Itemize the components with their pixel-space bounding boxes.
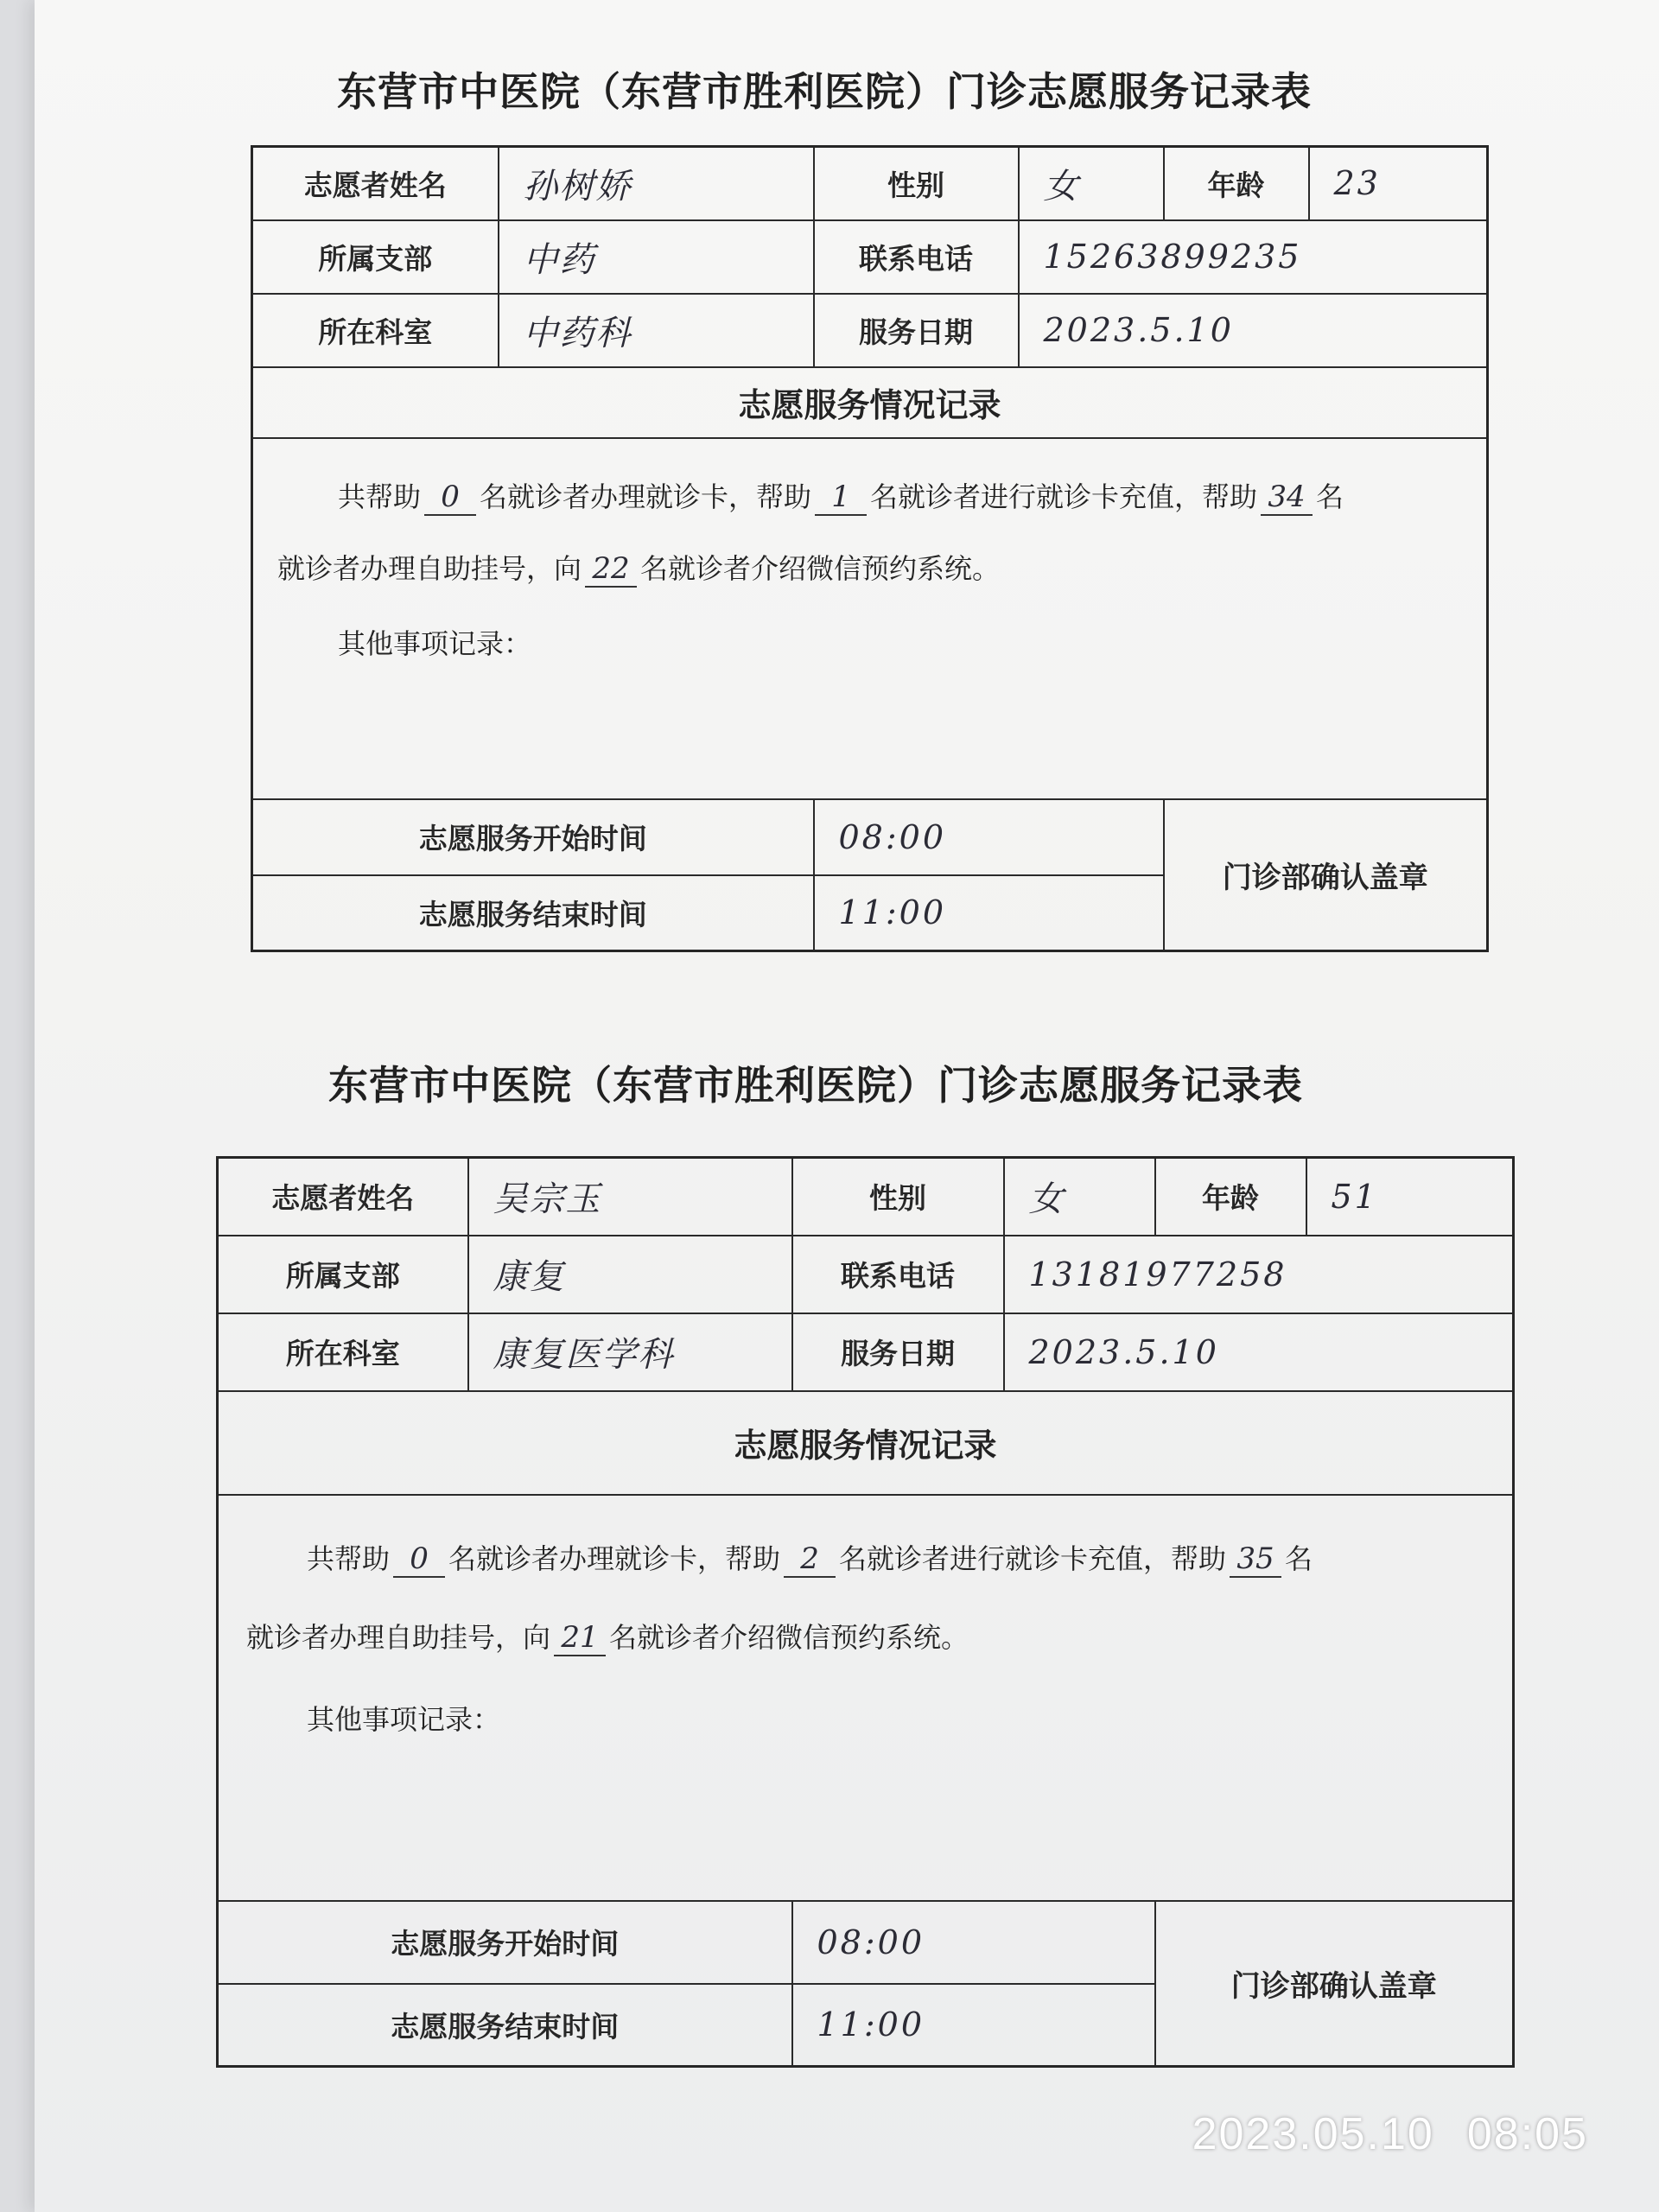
- branch-value: 康复: [468, 1236, 792, 1313]
- name-label: 志愿者姓名: [218, 1158, 468, 1236]
- service-date-value: 2023.5.10: [1004, 1313, 1514, 1391]
- phone-value: 13181977258: [1004, 1236, 1514, 1313]
- record-line-1: 共帮助 0 名就诊者办理就诊卡，帮助 1 名就诊者进行就诊卡充值，帮助 34 名: [338, 479, 1344, 514]
- branch-value: 中药: [499, 220, 814, 294]
- gender-label: 性别: [814, 147, 1019, 220]
- start-time-label: 志愿服务开始时间: [252, 799, 814, 875]
- stamp-box: 门诊部确认盖章: [1164, 799, 1488, 951]
- department-value: 中药科: [499, 294, 814, 367]
- service-record-body: [218, 1495, 1514, 1901]
- age-value: 23: [1309, 147, 1488, 220]
- phone-label: 联系电话: [814, 220, 1019, 294]
- form-title: 东营市中医院（东营市胜利医院）门诊志愿服务记录表: [328, 1062, 1303, 1109]
- name-value: 孙树娇: [499, 147, 814, 220]
- start-time-label: 志愿服务开始时间: [218, 1901, 792, 1984]
- timestamp-time: 08:05: [1466, 2109, 1588, 2159]
- department-value: 康复医学科: [468, 1313, 792, 1391]
- new-card-count: 0: [393, 1541, 445, 1578]
- end-time-label: 志愿服务结束时间: [218, 1984, 792, 2067]
- phone-label: 联系电话: [792, 1236, 1004, 1313]
- gender-value: 女: [1019, 147, 1164, 220]
- end-time-label: 志愿服务结束时间: [252, 875, 814, 951]
- gender-value: 女: [1004, 1158, 1155, 1236]
- branch-label: 所属支部: [218, 1236, 468, 1313]
- start-time-value: 08:00: [814, 799, 1164, 875]
- age-value: 51: [1306, 1158, 1514, 1236]
- phone-value: 15263899235: [1019, 220, 1488, 294]
- section-heading: 志愿服务情况记录: [218, 1391, 1514, 1495]
- service-date-label: 服务日期: [792, 1313, 1004, 1391]
- wechat-intro-count: 22: [585, 551, 637, 588]
- record-line-1: 共帮助 0 名就诊者办理就诊卡，帮助 2 名就诊者进行就诊卡充值，帮助 35 名: [307, 1541, 1313, 1576]
- recharge-count: 1: [815, 480, 867, 516]
- age-label: 年龄: [1155, 1158, 1306, 1236]
- branch-label: 所属支部: [252, 220, 499, 294]
- name-label: 志愿者姓名: [252, 147, 499, 220]
- service-record-body: [252, 438, 1488, 799]
- section-heading: 志愿服务情况记录: [252, 367, 1488, 438]
- form-table: [251, 145, 1489, 952]
- photo-timestamp: [1192, 2108, 1588, 2160]
- record-line-2: 就诊者办理自助挂号，向 22 名就诊者介绍微信预约系统。: [277, 550, 1001, 586]
- end-time-value: 11:00: [814, 875, 1164, 951]
- gender-label: 性别: [792, 1158, 1004, 1236]
- form-table: [216, 1156, 1515, 2068]
- start-time-value: 08:00: [792, 1901, 1155, 1984]
- service-date-label: 服务日期: [814, 294, 1019, 367]
- end-time-value: 11:00: [792, 1984, 1155, 2067]
- department-label: 所在科室: [218, 1313, 468, 1391]
- new-card-count: 0: [424, 480, 476, 516]
- wechat-intro-count: 21: [554, 1620, 606, 1656]
- paper-sheet: [35, 0, 1659, 2212]
- timestamp-date: 2023.05.10: [1192, 2109, 1434, 2159]
- stamp-box: 门诊部确认盖章: [1155, 1901, 1514, 2067]
- recharge-count: 2: [784, 1541, 836, 1578]
- form-title: 东营市中医院（东营市胜利医院）门诊志愿服务记录表: [337, 68, 1312, 115]
- age-label: 年龄: [1164, 147, 1309, 220]
- self-register-count: 35: [1230, 1541, 1281, 1578]
- service-date-value: 2023.5.10: [1019, 294, 1488, 367]
- self-register-count: 34: [1261, 480, 1313, 516]
- department-label: 所在科室: [252, 294, 499, 367]
- other-notes-label: 其他事项记录：: [307, 1702, 501, 1736]
- record-line-2: 就诊者办理自助挂号，向 21 名就诊者介绍微信预约系统。: [246, 1619, 969, 1655]
- other-notes-label: 其他事项记录：: [338, 626, 532, 660]
- name-value: 吴宗玉: [468, 1158, 792, 1236]
